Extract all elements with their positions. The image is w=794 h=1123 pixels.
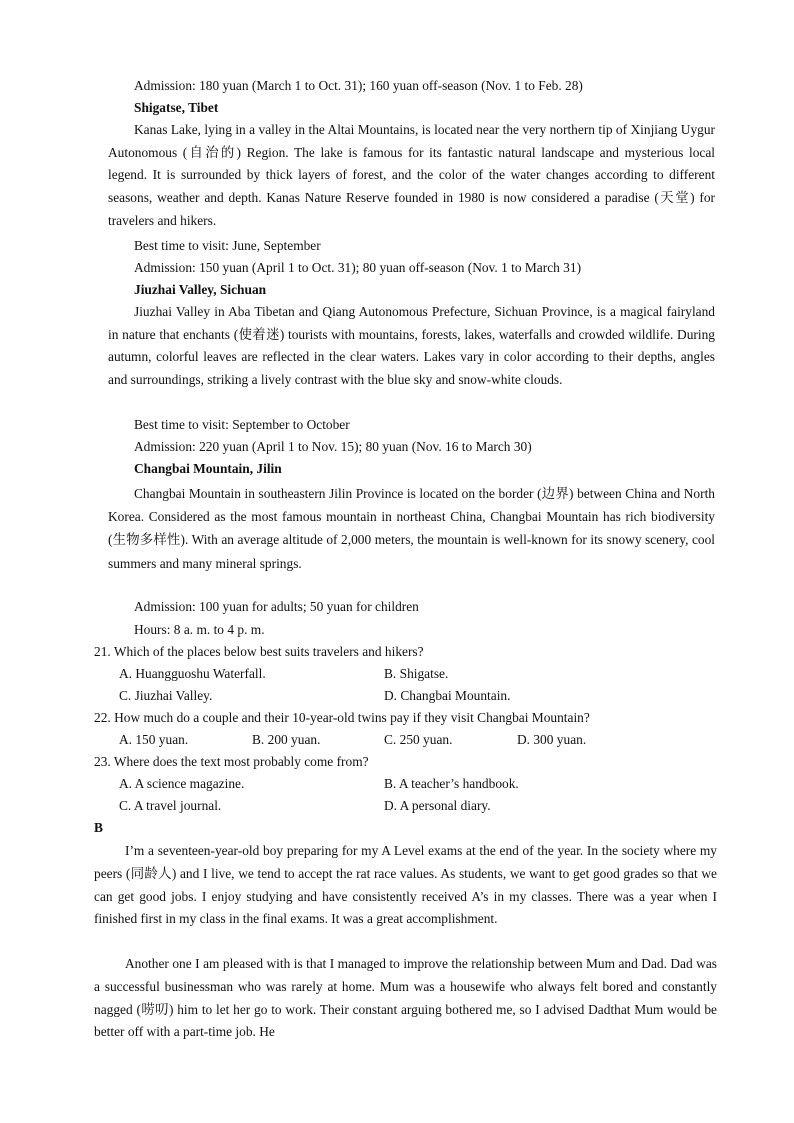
option-b: B. 200 yuan. bbox=[252, 732, 321, 747]
shigatse-admission: Admission: 180 yuan (March 1 to Oct. 31); 160 yuan off-season (Nov. 1 to Feb. 28) bbox=[134, 78, 583, 93]
passage-b-paragraph-2: Another one I am pleased with is that I managed to improve the relationship between Mum and Dad. Dad was a successful businessman who was rarely at home. Mum was a housewife who always felt bored and constantly nagged (唠叨) him to let her go to work. Their constant arguing bothered me, so I advised Dadthat Mum would be better off with a part-time job. He bbox=[94, 956, 717, 1040]
option-c: C. 250 yuan. bbox=[384, 732, 453, 747]
option-c: C. Jiuzhai Valley. bbox=[119, 688, 213, 703]
option-a: A. A science magazine. bbox=[119, 776, 245, 791]
option-c: C. A travel journal. bbox=[119, 798, 222, 813]
option-b: B. Shigatse. bbox=[384, 666, 449, 681]
passage-b-paragraph-1: I’m a seventeen-year-old boy preparing for my A Level exams at the end of the year. In the society where my peers (同龄人) and I live, we tend to accept the rat race values. As students, we want to get good grades so that we can get good jobs. I enjoy studying and have consistently received A’s in my classes. There was a year when I finished first in my class in the final exams. It was a great accomplishment. bbox=[94, 843, 717, 927]
option-d: D. Changbai Mountain. bbox=[384, 688, 511, 703]
changbai-admission: Admission: 100 yuan for adults; 50 yuan for children bbox=[134, 599, 419, 614]
section-b-label: B bbox=[94, 820, 103, 835]
jiuzhai-title: Jiuzhai Valley, Sichuan bbox=[134, 282, 267, 297]
kanas-admission: Admission: 150 yuan (April 1 to Oct. 31); 80 yuan off-season (Nov. 1 to March 31) bbox=[134, 260, 582, 275]
option-d: D. A personal diary. bbox=[384, 798, 491, 813]
shigatse-title: Shigatse, Tibet bbox=[134, 100, 219, 115]
jiuzhai-best-time: Best time to visit: September to October bbox=[134, 417, 350, 432]
option-d: D. 300 yuan. bbox=[517, 732, 587, 747]
jiuzhai-paragraph: Jiuzhai Valley in Aba Tibetan and Qiang Autonomous Prefecture, Sichuan Province, is a magical fairyland in nature that enchants (使着迷) tourists with mountains, forests, lakes, waterfalls and crowded wildlife. During autumn, colorful leaves are reflected in the clear waters. Lakes vary in color according to their depths, angles and surroundings, striking a lively contrast with the blue sky and snow-white clouds. bbox=[108, 304, 715, 388]
option-b: B. A teacher’s handbook. bbox=[384, 776, 519, 791]
changbai-title: Changbai Mountain, Jilin bbox=[134, 461, 282, 476]
option-a: A. Huangguoshu Waterfall. bbox=[119, 666, 266, 681]
option-a: A. 150 yuan. bbox=[119, 732, 189, 747]
kanas-paragraph: Kanas Lake, lying in a valley in the Altai Mountains, is located near the very northern tip of Xinjiang Uygur Autonomous (自治的) Region. The lake is famous for its fantastic natural landscape and mysterious local legend. It is surrounded by thick layers of forest, and the color of the water changes according to different seasons, weather and depth. Kanas Nature Reserve founded in 1980 is now considered a paradise (天堂) for travelers and hikers. bbox=[108, 122, 715, 228]
kanas-best-time: Best time to visit: June, September bbox=[134, 238, 321, 253]
question-stem: 21. Which of the places below best suits travelers and hikers? bbox=[94, 644, 424, 659]
changbai-hours: Hours: 8 a. m. to 4 p. m. bbox=[134, 622, 265, 637]
changbai-paragraph: Changbai Mountain in southeastern Jilin Province is located on the border (边界) between China and North Korea. Considered as the most famous mountain in northeast China, Changbai Mountain has rich biodiversity (生物多样性). With an average altitude of 2,000 meters, the mountain is well-known for its snowy scenery, cool summers and many mineral springs. bbox=[108, 486, 715, 571]
question-stem: 23. Where does the text most probably come from? bbox=[94, 754, 369, 769]
question-stem: 22. How much do a couple and their 10-year-old twins pay if they visit Changbai Mountain? bbox=[94, 710, 590, 725]
jiuzhai-admission: Admission: 220 yuan (April 1 to Nov. 15); 80 yuan (Nov. 16 to March 30) bbox=[134, 439, 532, 454]
